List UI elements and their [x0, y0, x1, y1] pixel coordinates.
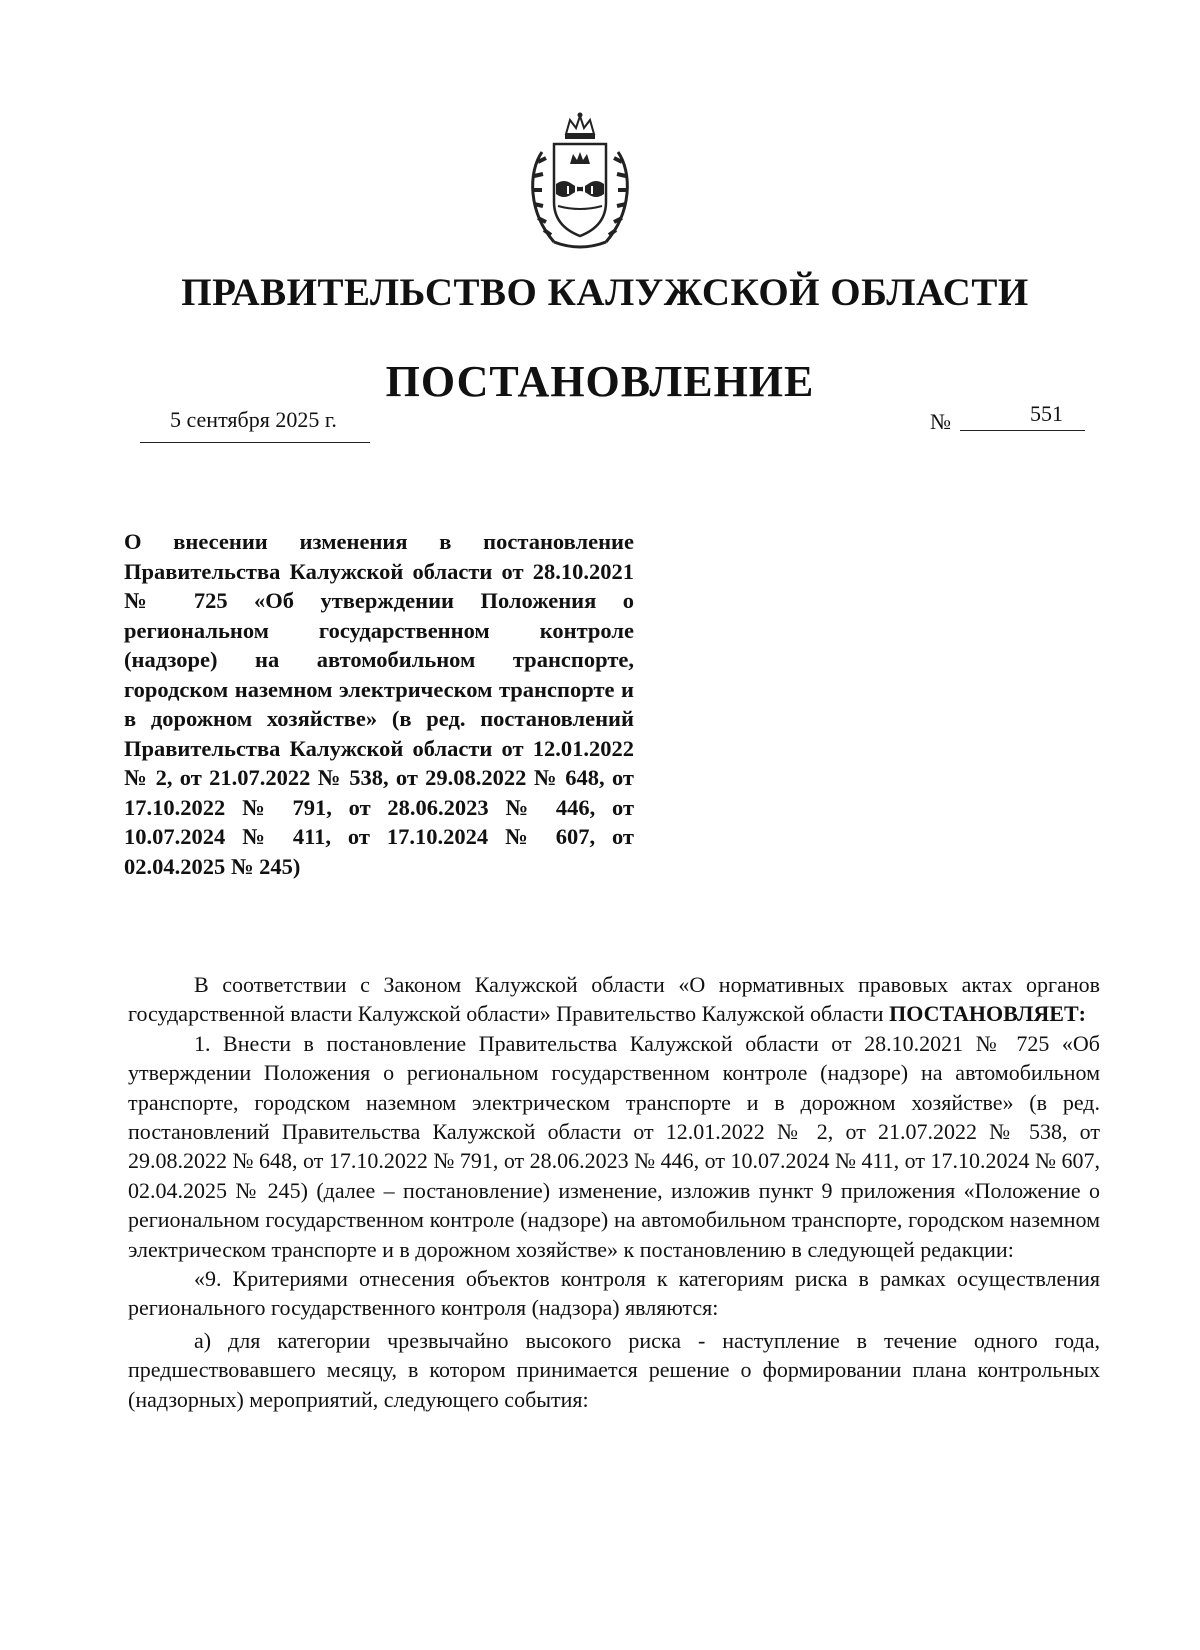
- document-type: ПОСТАНОВЛЕНИЕ: [385, 357, 815, 406]
- kaluga-coat-of-arms-icon: [520, 112, 640, 254]
- document-body: [128, 970, 1100, 1414]
- document-number-label: №: [930, 409, 951, 434]
- date-underline: [140, 442, 370, 443]
- preamble-text: В соответствии с Законом Калужской области «О нормативных правовых актах органов государственной власти Калужской области» Правительство Калужской области: [128, 972, 1100, 1027]
- document-number: 551: [1030, 401, 1063, 426]
- organization-title: ПРАВИТЕЛЬСТВО КАЛУЖСКОЙ ОБЛАСТИ: [181, 271, 1029, 314]
- item-1-paragraph: 1. Внести в постановление Правительства Калужской области от 28.10.2021 № 725 «Об утверждении Положения о региональном государственном контроле (надзоре) на автомобильном транспорте, городском наземном электрическом транспорте и в дорожном хозяйстве» (в ред. постановлений Правительства Калужской области от 12.01.2022 № 2, от 21.07.2022 № 538, от 29.08.2022 № 648, от 17.10.2022 № 791, от 28.06.2023 № 446, от 10.07.2024 № 411, от 17.10.2024 № 607, 02.04.2025 № 245) (далее – постановление) изменение, изложив пункт 9 приложения «Положение о региональном государственном контроле (надзоре) на автомобильном транспорте, городском наземном электрическом транспорте и в дорожном хозяйстве» к постановлению в следующей редакции:: [128, 1030, 1100, 1262]
- number-underline: [960, 430, 1085, 431]
- item-a-paragraph: а) для категории чрезвычайно высокого риска - наступление в течение одного года, предшествовавшего месяцу, в котором принимается решение о формировании плана контрольных (надзорных) мероприятий, следующего события:: [128, 1327, 1100, 1412]
- item-9-paragraph: «9. Критериями отнесения объектов контроля к категориям риска в рамках осуществления регионального государственного контроля (надзора) являются:: [128, 1266, 1100, 1321]
- document-subject: О внесении изменения в постановление Правительства Калужской области от 28.10.2021 № 725 «Об утверждении Положения о региональном государственном контроле (надзоре) на автомобильном транспорте, городском наземном электрическом транспорте и в дорожном хозяйстве» (в ред. постановлений Правительства Калужской области от 12.01.2022 № 2, от 21.07.2022 № 538, от 29.08.2022 № 648, от 17.10.2022 № 791, от 28.06.2023 № 446, от 10.07.2024 № 411, от 17.10.2024 № 607, от 02.04.2025 № 245): [124, 529, 634, 879]
- document-date: 5 сентября 2025 г.: [170, 407, 337, 432]
- resolves-keyword: ПОСТАНОВЛЯЕТ:: [889, 1001, 1086, 1027]
- preamble-paragraph: [128, 970, 1100, 1029]
